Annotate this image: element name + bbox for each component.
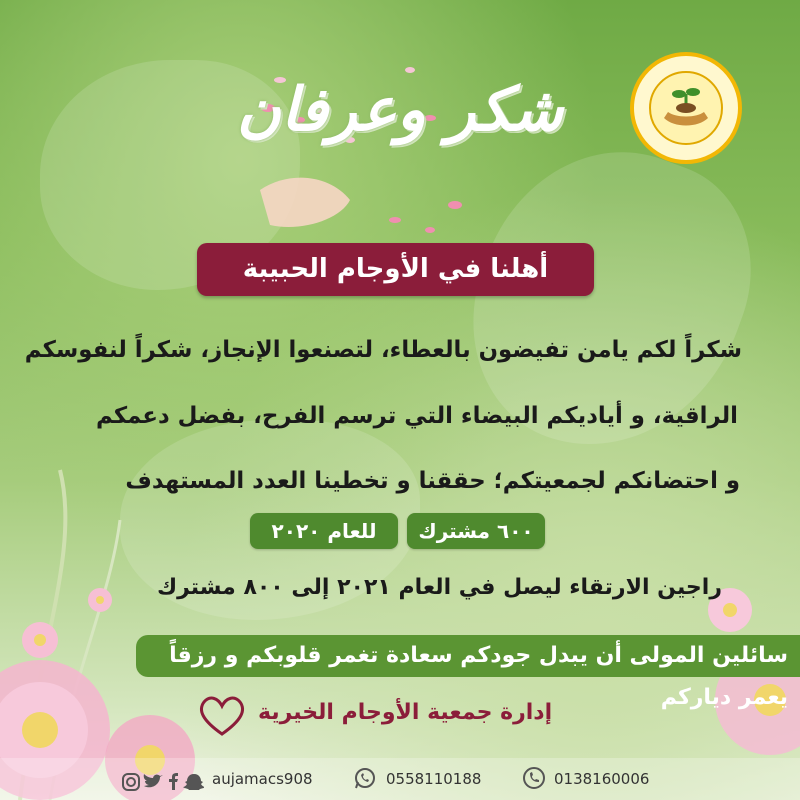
snapchat-icon[interactable] <box>183 774 204 790</box>
whatsapp-number[interactable]: 0558110188 <box>386 770 482 788</box>
facebook-icon[interactable] <box>169 773 178 790</box>
heart-icon <box>196 692 248 738</box>
phone-number[interactable]: 0138160006 <box>554 770 650 788</box>
phone-icon[interactable] <box>522 766 546 790</box>
organization-logo <box>630 52 742 164</box>
year-badge: للعام ٢٠٢٠ <box>250 513 398 549</box>
logo-hands-plant-icon <box>634 56 738 160</box>
social-handle[interactable]: aujamacs908 <box>212 770 313 788</box>
subscribers-badge: ٦٠٠ مشترك <box>407 513 545 549</box>
instagram-icon[interactable] <box>123 774 139 790</box>
target-text: راجين الارتقاء ليصل في العام ٢٠٢١ إلى ٨٠٠ مشترك <box>156 575 722 600</box>
body-text-line: و احتضانكم لجمعيتكم؛ حققنا و تخطينا العدد المستهدف <box>125 468 740 494</box>
twitter-icon[interactable] <box>144 774 163 787</box>
body-text-line: شكراً لكم يامن تفيضون بالعطاء، لتصنعوا الإنجاز، شكراً لنفوسكم <box>24 337 742 363</box>
whatsapp-icon[interactable] <box>353 766 377 790</box>
page-title: شكر وعرفان <box>236 75 564 145</box>
prayer-banner: سائلين المولى أن يبدل جودكم سعادة تغمر قلوبكم و رزقاً يعمر دياركم <box>136 635 800 677</box>
body-text-line: الراقية، و أياديكم البيضاء التي ترسم الفرح، بفضل دعمكم <box>95 403 738 429</box>
signature-text: إدارة جمعية الأوجام الخيرية <box>258 700 553 725</box>
social-media-icons <box>122 772 204 796</box>
welcome-banner: أهلنا في الأوجام الحبيبة <box>197 243 594 296</box>
